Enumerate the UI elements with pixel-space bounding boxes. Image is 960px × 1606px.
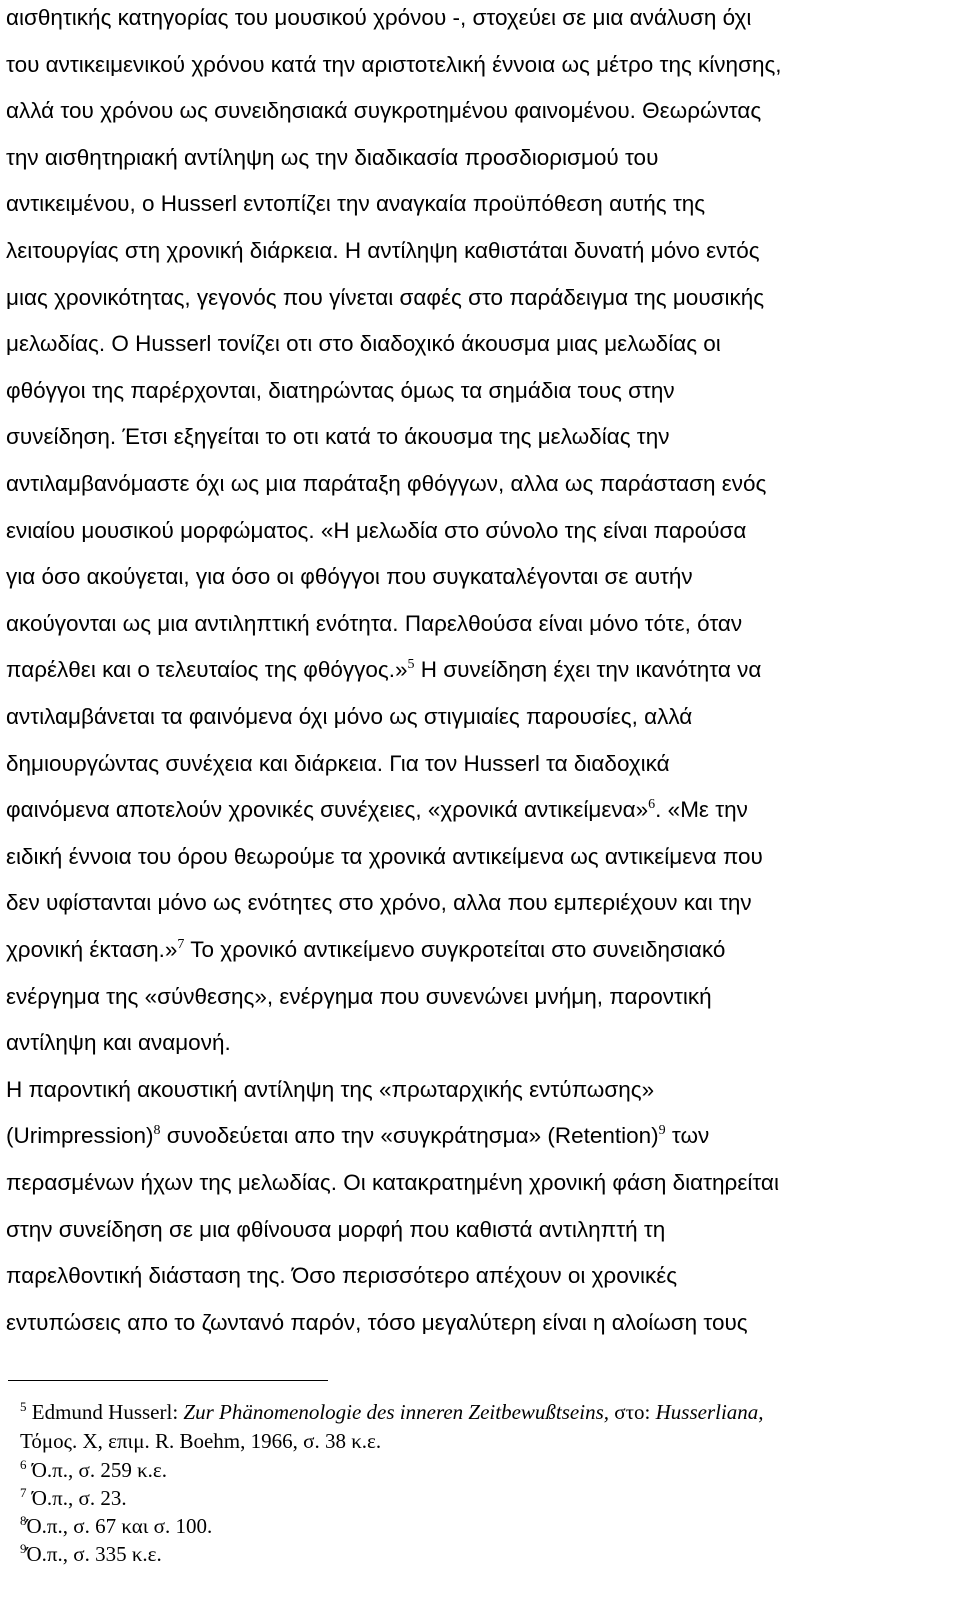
body-line xyxy=(6,470,938,498)
line-text: περασμένων ήχων της μελωδίας. Οι κατακρατημένη χρονική φάση διατηρείται xyxy=(6,1170,779,1195)
footnote-text: Ό.π., σ. 67 και σ. 100. xyxy=(26,1514,213,1538)
footnote-marker: 7 xyxy=(20,1485,27,1500)
line-text: εντυπώσεις απο το ζωντανό παρόν, τόσο μεγαλύτερη είναι η αλοίωση τους xyxy=(6,1309,748,1335)
footnote-5 xyxy=(20,1399,930,1425)
body-line xyxy=(6,1122,938,1150)
line-text: ακούγονται ως μια αντιληπτική ενότητα. Παρελθούσα είναι μόνο τότε, όταν xyxy=(6,610,743,636)
body-line xyxy=(6,1216,938,1244)
body-line xyxy=(6,4,938,32)
body-line xyxy=(6,703,938,731)
footnote-title: Husserliana, xyxy=(655,1400,764,1424)
footnote-separator xyxy=(8,1380,328,1381)
line-text: ενέργημα της «σύνθεσης», ενέργημα που συνενώνει μνήμη, παροντική xyxy=(6,983,712,1009)
body-line xyxy=(6,1029,938,1057)
line-text: αντιλαμβάνεται τα φαινόμενα όχι μόνο ως στιγμιαίες παρουσίες, αλλά xyxy=(6,704,693,729)
line-text: . «Με την xyxy=(655,797,748,823)
line-text: μελωδίας. Ο Husserl τονίζει οτι στο διαδοχικό άκουσμα μιας μελωδίας οι xyxy=(6,331,721,357)
footnote-9 xyxy=(20,1541,930,1567)
line-text: Η παροντική ακουστική αντίληψη της «πρωταρχικής εντύπωσης» xyxy=(6,1076,655,1102)
line-text: χρονική έκταση.» xyxy=(6,937,178,962)
footnote-text: Ό.π., σ. 259 κ.ε. xyxy=(26,1458,167,1482)
line-text: ειδική έννοια του όρου θεωρούμε τα χρονικά αντικείμενα ως αντικείμενα που xyxy=(6,843,763,869)
body-line xyxy=(6,983,938,1011)
line-text: παρελθοντική διάσταση της. Όσο περισσότερο απέχουν οι χρονικές xyxy=(6,1263,678,1289)
footnote-reference: 7 xyxy=(177,937,185,952)
line-text: αντιλαμβανόμαστε όχι ως μια παράταξη φθόγγων, αλλα ως παράσταση ενός xyxy=(6,471,767,496)
footnote-reference: 8 xyxy=(153,1123,161,1139)
body-line xyxy=(6,843,938,871)
body-line xyxy=(6,423,938,451)
body-line xyxy=(6,563,938,591)
body-line xyxy=(6,237,938,265)
footnote-7 xyxy=(20,1485,930,1511)
body-line xyxy=(6,936,938,964)
footnote-reference: 5 xyxy=(407,657,415,673)
body-line xyxy=(6,190,938,218)
body-line xyxy=(6,889,938,917)
footnote-text: Ό.π., σ. 335 κ.ε. xyxy=(26,1542,162,1566)
footnote-marker: 8 xyxy=(20,1513,27,1528)
footnote-8 xyxy=(20,1513,930,1539)
body-line xyxy=(6,750,938,778)
footnote-reference: 9 xyxy=(658,1123,666,1139)
body-line xyxy=(6,377,938,405)
line-text: μιας χρονικότητας, γεγονός που γίνεται σαφές στο παράδειγμα της μουσικής xyxy=(6,284,765,310)
body-line xyxy=(6,330,938,358)
body-line xyxy=(6,1262,938,1290)
line-text: λειτουργίας στη χρονική διάρκεια. Η αντίληψη καθιστάται δυνατή μόνο εντός xyxy=(6,238,760,263)
footnote-text: Edmund Husserl: xyxy=(26,1400,184,1424)
footnote-text: Ό.π., σ. 23. xyxy=(26,1486,127,1510)
line-text: του αντικειμενικού χρόνου κατά την αριστοτελική έννοια ως μέτρο της κίνησης, xyxy=(6,51,782,77)
body-line xyxy=(6,517,938,545)
line-text: φθόγγοι της παρέρχονται, διατηρώντας όμως τα σημάδια τους στην xyxy=(6,377,675,403)
line-text: των xyxy=(665,1123,710,1149)
line-text: στην συνείδηση σε μια φθίνουσα μορφή που καθιστά αντιληπτή τη xyxy=(6,1216,666,1242)
line-text: (Urimpression) xyxy=(6,1123,154,1149)
line-text: συνείδηση. Έτσι εξηγείται το οτι κατά το άκουσμα της μελωδίας την xyxy=(6,424,670,450)
line-text: Το χρονικό αντικείμενο συγκροτείται στο συνειδησιακό xyxy=(184,937,726,962)
line-text: αλλά του χρόνου ως συνειδησιακά συγκροτημένου φαινομένου. Θεωρώντας xyxy=(6,98,762,124)
footnote-marker: 5 xyxy=(20,1399,27,1414)
line-text: για όσο ακούγεται, για όσο οι φθόγγοι που συγκαταλέγονται σε αυτήν xyxy=(6,564,693,590)
line-text: δημιουργώντας συνέχεια και διάρκεια. Για τον Husserl τα διαδοχικά xyxy=(6,750,670,776)
body-line xyxy=(6,97,938,125)
line-text: αισθητικής κατηγορίας του μουσικού χρόνου -, στοχεύει σε μια ανάλυση όχι xyxy=(6,5,752,30)
line-text: παρέλθει και ο τελευταίος της φθόγγος.» xyxy=(6,657,408,683)
line-text: συνοδεύεται απο την «συγκράτησμα» (Retention) xyxy=(160,1123,659,1149)
line-text: αντίληψη και αναμονή. xyxy=(6,1030,231,1056)
footnote-5-line-2: Τόμος. X, επιμ. R. Boehm, 1966, σ. 38 κ.ε. xyxy=(20,1429,382,1453)
body-line xyxy=(6,1169,938,1197)
body-line xyxy=(6,656,938,684)
body-line xyxy=(6,796,938,824)
body-line xyxy=(6,610,938,638)
line-text: φαινόμενα αποτελούν χρονικές συνέχειες, «χρονικά αντικείμενα» xyxy=(6,797,649,823)
body-line xyxy=(6,51,938,79)
footnote-marker: 9 xyxy=(20,1541,27,1556)
body-line xyxy=(6,1309,938,1337)
body-line xyxy=(6,284,938,312)
line-text: δεν υφίστανται μόνο ως ενότητες στο χρόνο, αλλα που εμπεριέχουν και την xyxy=(6,890,752,916)
line-text: Η συνείδηση έχει την ικανότητα να xyxy=(414,657,762,683)
footnote-6 xyxy=(20,1457,930,1483)
line-text: ενιαίου μουσικού μορφώματος. «Η μελωδία στο σύνολο της είναι παρούσα xyxy=(6,517,747,543)
line-text: αντικειμένου, ο Husserl εντοπίζει την αναγκαία προϋπόθεση αυτής της xyxy=(6,191,706,217)
body-line xyxy=(6,1076,938,1104)
footnote-title: Zur Phänomenologie des inneren Zeitbewußtseins, xyxy=(183,1400,610,1424)
footnote-marker: 6 xyxy=(20,1457,27,1472)
footnote-reference: 6 xyxy=(648,797,656,813)
body-line xyxy=(6,144,938,172)
footnote-text: στο: xyxy=(609,1400,656,1424)
line-text: την αισθητηριακή αντίληψη ως την διαδικασία προσδιορισμού του xyxy=(6,144,659,170)
